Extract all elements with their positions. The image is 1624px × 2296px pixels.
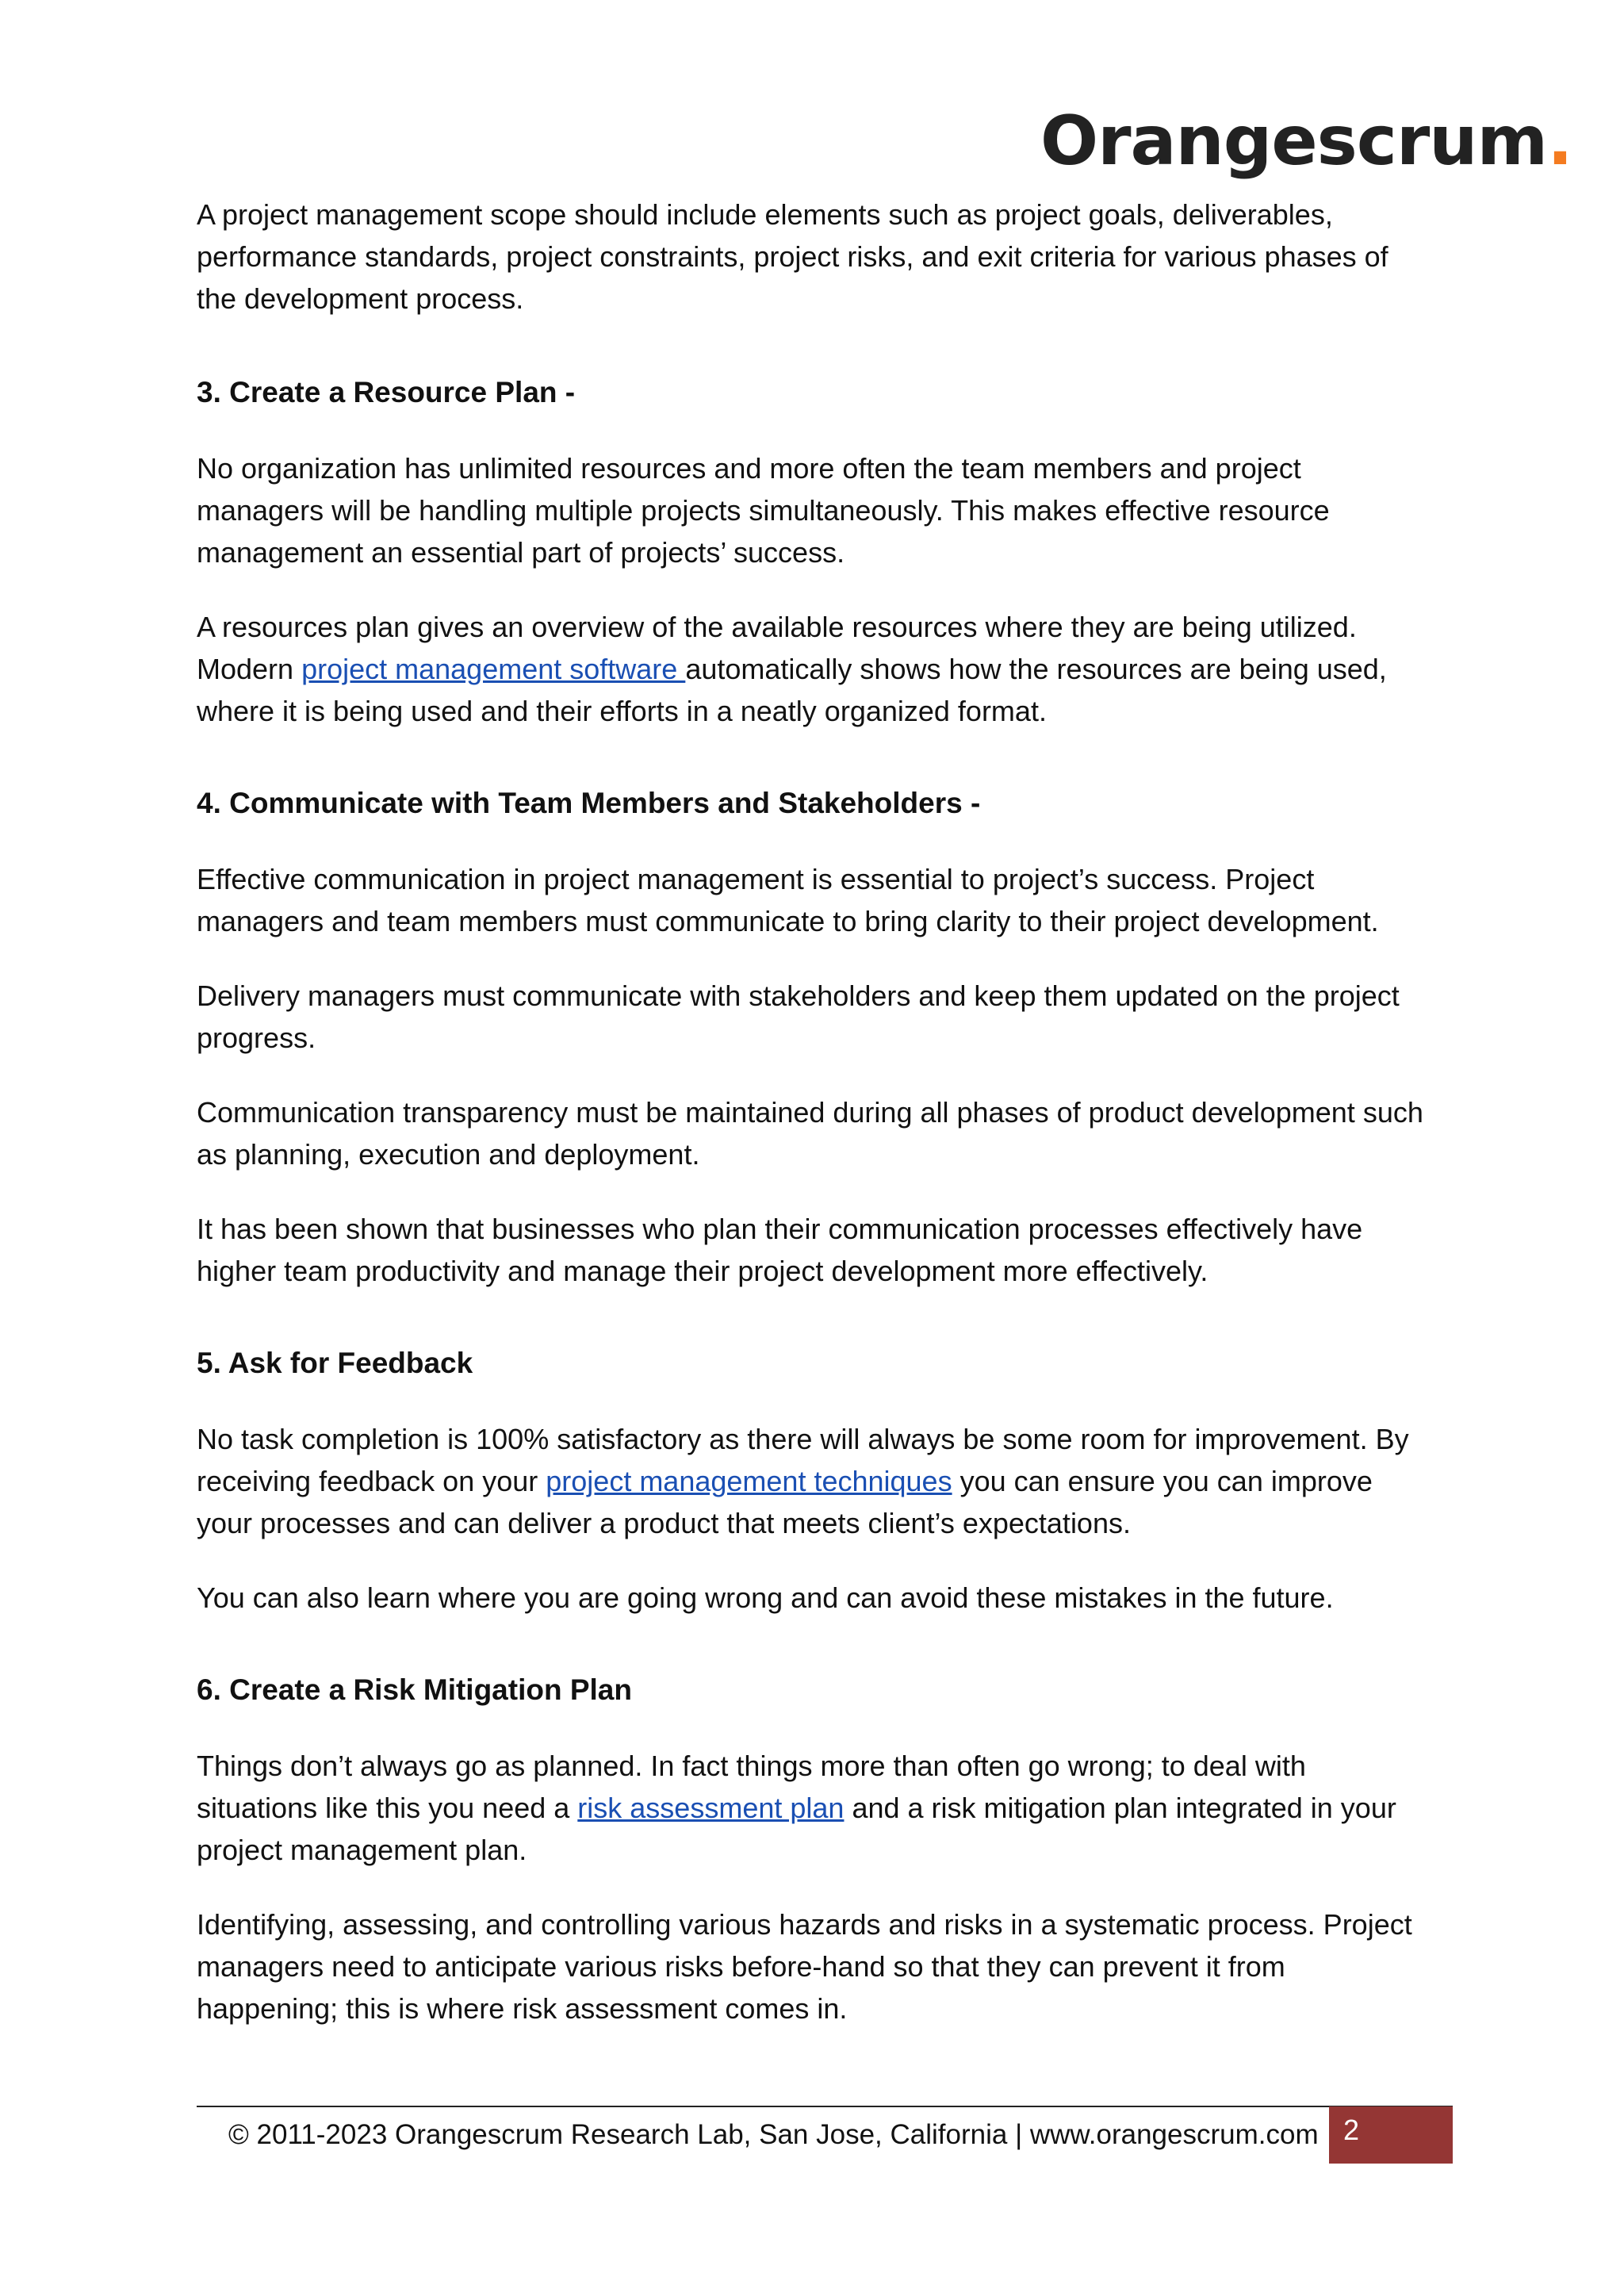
resource-paragraph-2-text-b: automatically shows how the resources are being used, where it is being used and their efforts in a neatly organized format. [197, 653, 1387, 727]
orangescrum-logo [1040, 94, 1572, 189]
resource-paragraph-2-text-a: A resources plan gives an overview of the available resources where they are being utilized. Modern [197, 611, 1357, 685]
link-project-management-techniques[interactable]: project management techniques [546, 1465, 952, 1497]
link-risk-assessment-plan[interactable]: risk assessment plan [577, 1792, 845, 1824]
page-number-badge [1329, 2106, 1453, 2164]
heading-risk-mitigation: 6. Create a Risk Mitigation Plan [197, 1673, 632, 1706]
communicate-paragraph-2: Delivery managers must communicate with stakeholders and keep them updated on the project progress. [197, 979, 1400, 1054]
footer-divider [197, 2106, 1453, 2107]
scope-paragraph: A project management scope should include elements such as project goals, deliverables, performance standards, project constraints, project risks, and exit criteria for various phases of the development process. [197, 198, 1388, 315]
resource-paragraph-2 [197, 606, 1434, 732]
feedback-paragraph-1-text-b: you can ensure you can improve your processes and can deliver a product that meets client’s expectations. [197, 1465, 1373, 1539]
communicate-paragraph-1: Effective communication in project management is essential to project’s success. Project managers and team members must communicate to bring clarity to their project development. [197, 863, 1379, 937]
risk-paragraph-1-text-b: and a risk mitigation plan integrated in your project management plan. [197, 1792, 1396, 1866]
heading-resource-plan: 3. Create a Resource Plan - [197, 376, 576, 408]
page-number: 2 [1343, 2114, 1360, 2146]
feedback-paragraph-1-text-a: No task completion is 100% satisfactory as there will always be some room for improvement. By receiving feedback on your [197, 1423, 1409, 1497]
communicate-paragraph-3: Communication transparency must be maintained during all phases of product development such as planning, execution and deployment. [197, 1096, 1423, 1171]
feedback-paragraph-2: You can also learn where you are going wrong and can avoid these mistakes in the future. [197, 1581, 1334, 1614]
risk-paragraph-1 [197, 1745, 1434, 1871]
logo-dot: . [1547, 102, 1572, 181]
feedback-paragraph-1 [197, 1418, 1434, 1544]
footer-copyright: © 2011-2023 Orangescrum Research Lab, San Jose, California | www.orangescrum.com [228, 2119, 1319, 2150]
resource-paragraph-1: No organization has unlimited resources and more often the team members and project managers will be handling multiple projects simultaneously. This makes effective resource management an essential part of projects’ success. [197, 452, 1330, 569]
heading-communicate: 4. Communicate with Team Members and Stakeholders - [197, 787, 981, 819]
heading-feedback: 5. Ask for Feedback [197, 1347, 473, 1379]
link-project-management-software[interactable]: project management software [301, 653, 686, 685]
risk-paragraph-2: Identifying, assessing, and controlling various hazards and risks in a systematic process. Project managers need to anticipate various risks before-hand so that they can prevent it from happening; this is where risk assessment comes in. [197, 1908, 1412, 2025]
communicate-paragraph-4: It has been shown that businesses who plan their communication processes effectively have higher team productivity and manage their project development more effectively. [197, 1213, 1363, 1287]
risk-paragraph-1-text-a: Things don’t always go as planned. In fact things more than often go wrong; to deal with situations like this you need a [197, 1750, 1306, 1824]
logo-text: Orangescrum [1040, 102, 1548, 181]
page-content [197, 194, 1434, 2030]
